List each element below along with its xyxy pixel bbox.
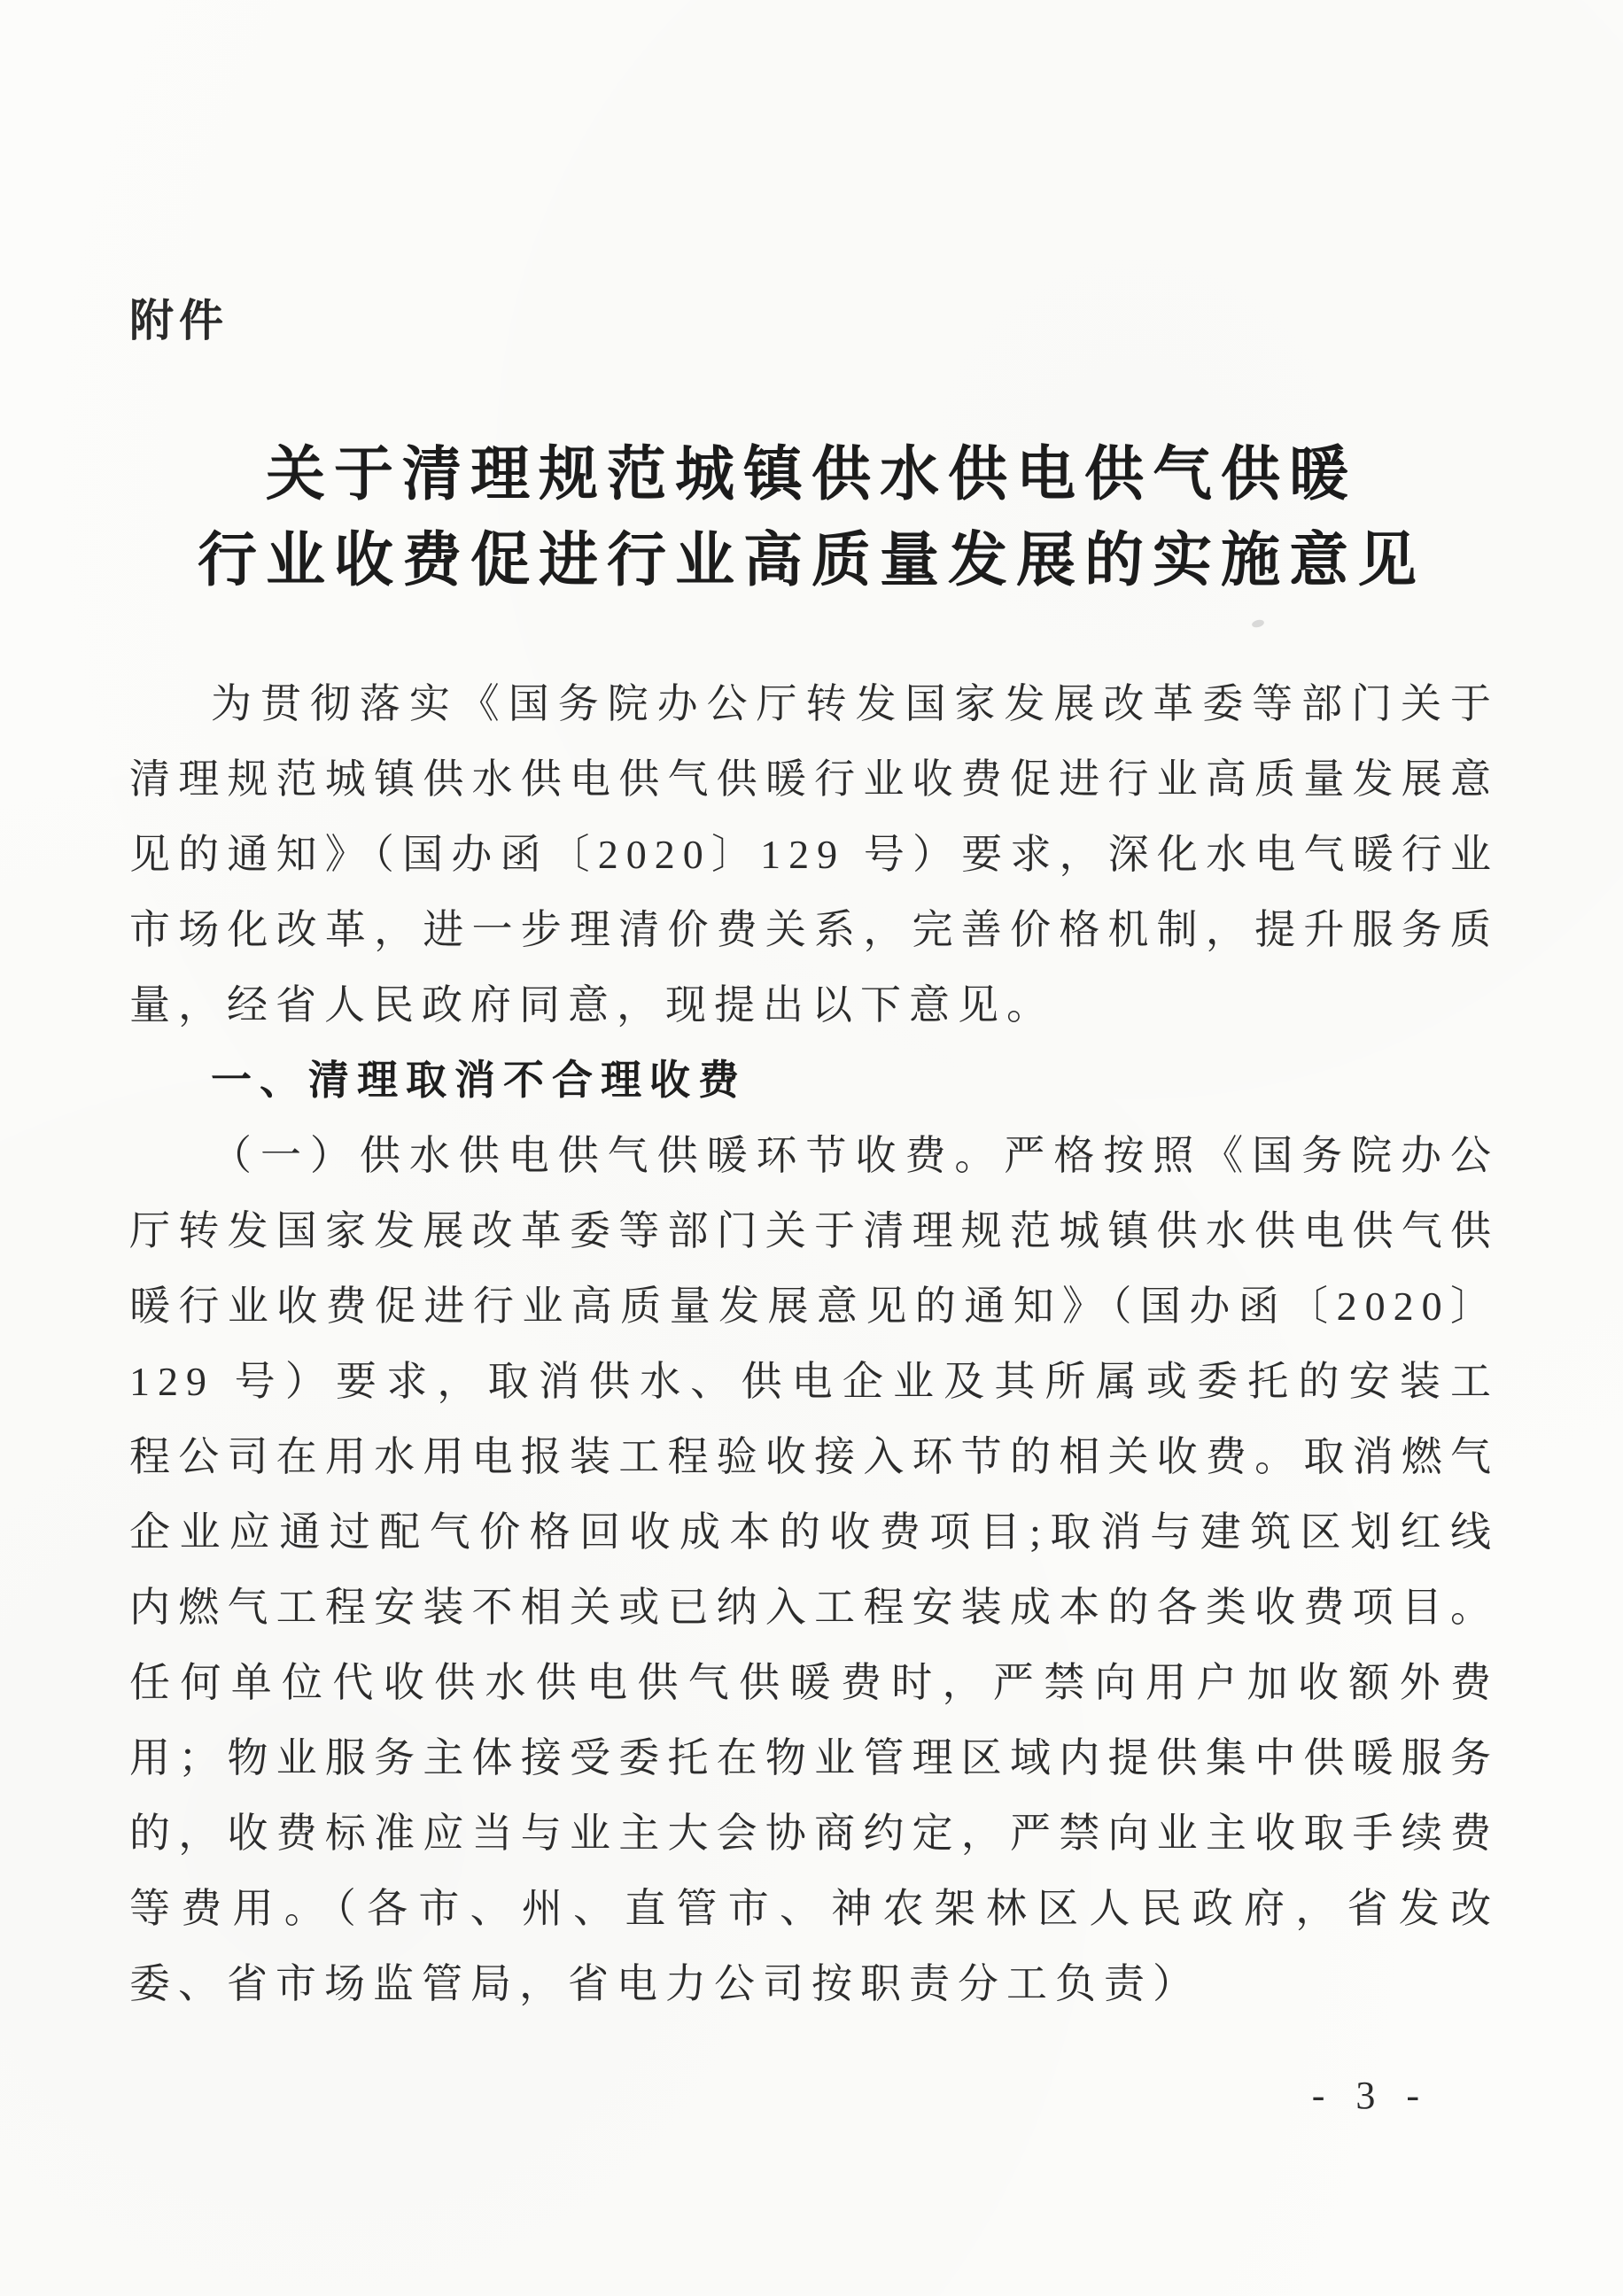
document-title-line-1: 关于清理规范城镇供水供电供气供暖 <box>266 442 1357 508</box>
paragraph-intro: 为贯彻落实《国务院办公厅转发国家发展改革委等部门关于清理规范城镇供水供电供气供暖行业收费促进行业高质量发展意见的通知》（国办函〔2020〕129 号）要求，深化水电气暖行业市场化改革，进一步理清价费关系，完善价格机制，提升服务质量，经省人民政府同意，现提出以下意见。 <box>129 681 1499 1028</box>
page-number: - 3 - <box>1311 2074 1430 2117</box>
section-heading-1: 一、清理取消不合理收费 <box>211 1057 747 1103</box>
document-title-line-2: 行业收费促进行业高质量发展的实施意见 <box>198 528 1425 593</box>
document-title <box>0 432 1623 604</box>
attachment-label: 附件 <box>129 296 229 345</box>
scan-artifact <box>1251 618 1265 628</box>
paragraph-section-1-item-1: （一）供水供电供气供暖环节收费。严格按照《国务院办公厅转发国家发展改革委等部门关于清理规范城镇供水供电供气供暖行业收费促进行业高质量发展意见的通知》（国办函〔2020〕129 号）要求，取消供水、供电企业及其所属或委托的安装工程公司在用水用电报装工程验收接入环节的相关收费。取消燃气企业应通过配气价格回收成本的收费项目;取消与建筑区划红线内燃气工程安装不相关或已纳入工程安装成本的各类收费项目。任何单位代收供水供电供气供暖费时，严禁向用户加收额外费用；物业服务主体接受委托在物业管理区域内提供集中供暖服务的，收费标准应当与业主大会协商约定，严禁向业主收取手续费等费用。（各市、州、直管市、神农架林区人民政府，省发改委、省市场监管局，省电力公司按职责分工负责） <box>129 1133 1499 2006</box>
document-body <box>129 666 1499 2021</box>
